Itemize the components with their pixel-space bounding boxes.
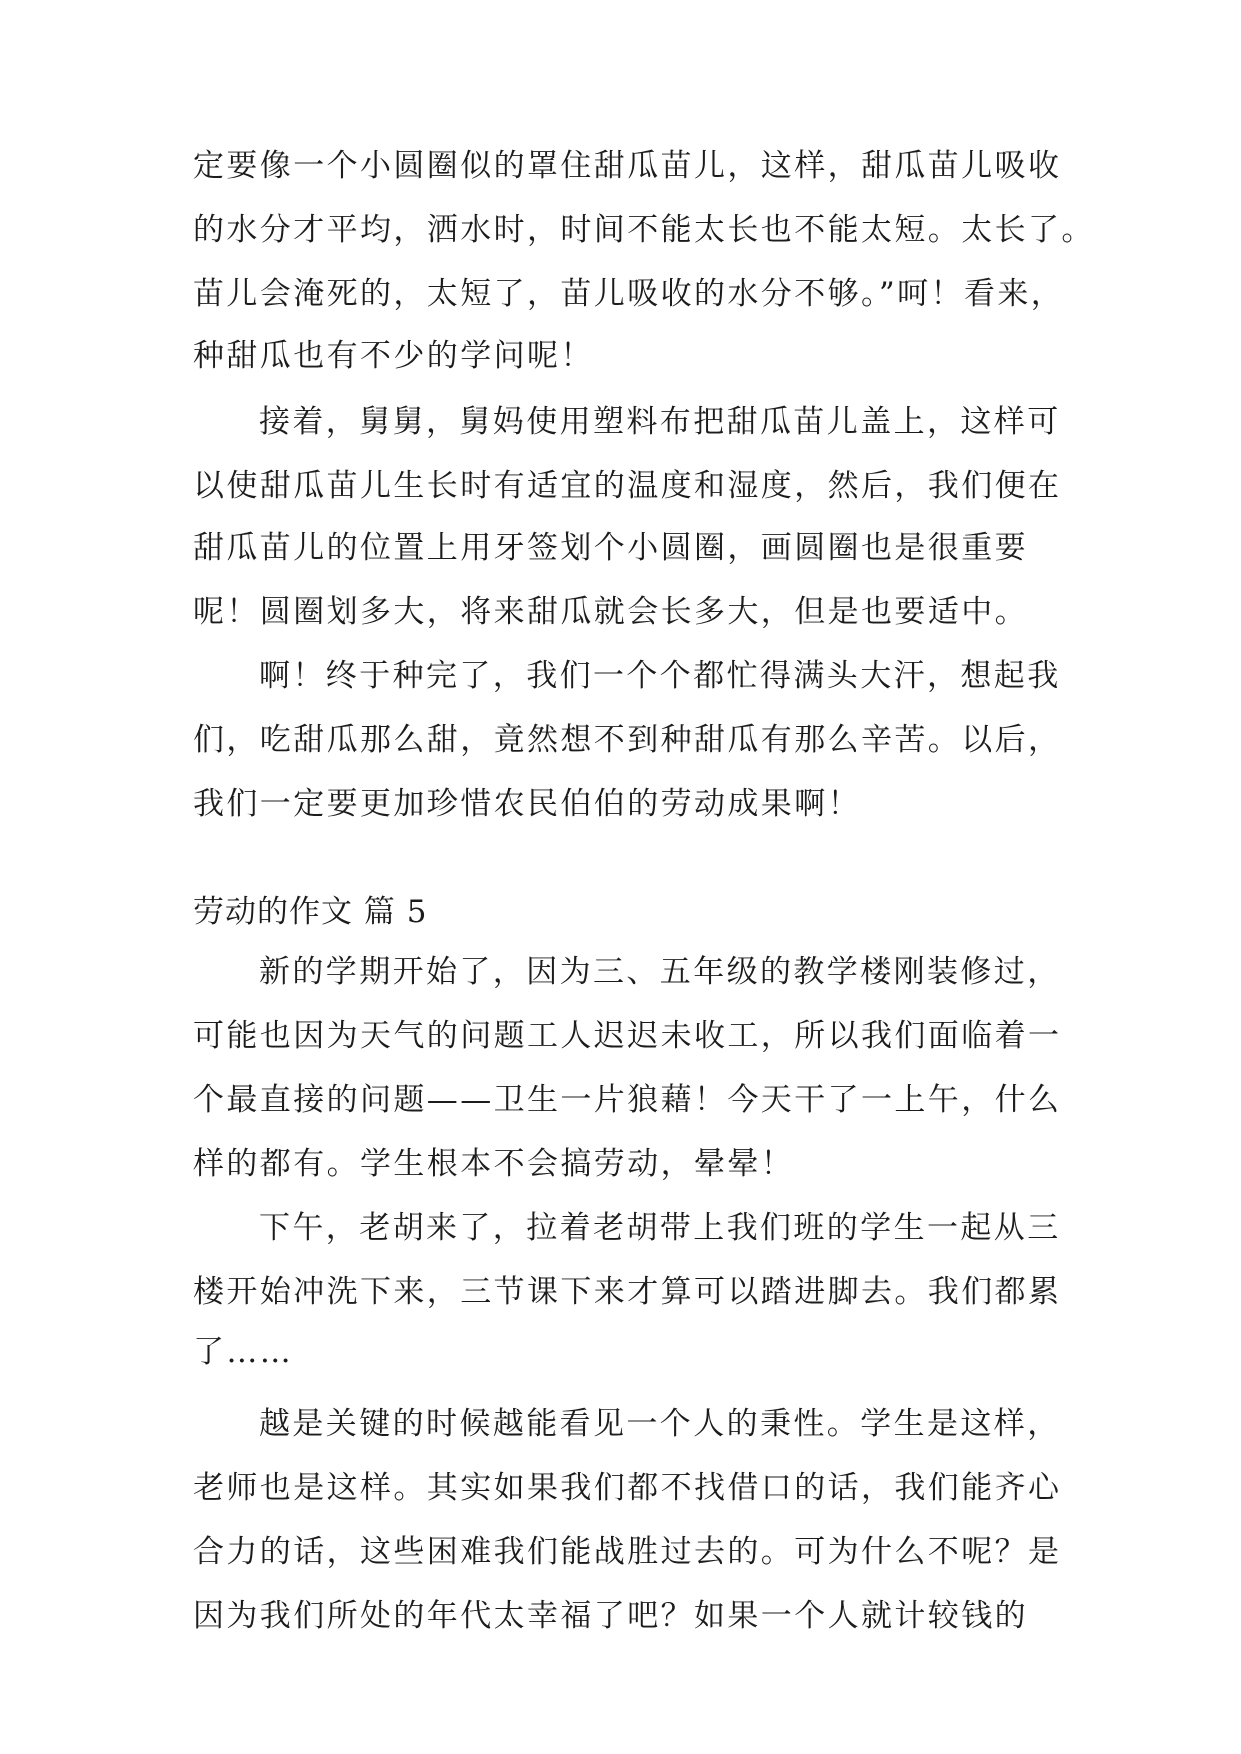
body-text-line: 们，吃甜瓜那么甜，竟然想不到种甜瓜有那么辛苦。以后，: [193, 722, 1062, 758]
body-text-line: 样的都有。学生根本不会搞劳动，晕晕！: [193, 1146, 795, 1182]
section-heading: 劳动的作文 篇 5: [193, 894, 428, 930]
body-text-line: 定要像一个小圆圈似的罩住甜瓜苗儿，这样，甜瓜苗儿吸收: [193, 148, 1062, 184]
body-text-line: 了……: [193, 1334, 294, 1370]
body-text-line: 种甜瓜也有不少的学问呢！: [193, 338, 594, 374]
body-text-line: 我们一定要更加珍惜农民伯伯的劳动成果啊！: [193, 786, 861, 822]
body-text-line: 以使甜瓜苗儿生长时有适宜的温度和湿度，然后，我们便在: [193, 468, 1062, 504]
body-text-line: 甜瓜苗儿的位置上用牙签划个小圆圈，画圆圈也是很重要: [193, 530, 1028, 566]
paragraph-first-line: 越是关键的时候越能看见一个人的秉性。学生是这样，: [259, 1406, 1061, 1442]
body-text-line: 的水分才平均，洒水时，时间不能太长也不能太短。太长了。: [193, 212, 1095, 248]
body-text-line: 苗儿会淹死的，太短了，苗儿吸收的水分不够。”呵！看来，: [193, 276, 1065, 312]
body-text-line: 老师也是这样。其实如果我们都不找借口的话，我们能齐心: [193, 1470, 1062, 1506]
body-text-line: 呢！圆圈划多大，将来甜瓜就会长多大，但是也要适中。: [193, 594, 1028, 630]
body-text-line: 因为我们所处的年代太幸福了吧？如果一个人就计较钱的: [193, 1598, 1028, 1634]
body-text-line: 个最直接的问题——卫生一片狼藉！今天干了一上午，什么: [193, 1082, 1062, 1118]
paragraph-first-line: 啊！终于种完了，我们一个个都忙得满头大汗，想起我: [259, 658, 1061, 694]
body-text-line: 可能也因为天气的问题工人迟迟未收工，所以我们面临着一: [193, 1018, 1062, 1054]
paragraph-first-line: 新的学期开始了，因为三、五年级的教学楼刚装修过，: [259, 954, 1061, 990]
body-text-line: 合力的话，这些困难我们能战胜过去的。可为什么不呢？是: [193, 1534, 1062, 1570]
paragraph-first-line: 下午，老胡来了，拉着老胡带上我们班的学生一起从三: [259, 1210, 1061, 1246]
paragraph-first-line: 接着，舅舅，舅妈使用塑料布把甜瓜苗儿盖上，这样可: [259, 404, 1061, 440]
body-text-line: 楼开始冲洗下来，三节课下来才算可以踏进脚去。我们都累: [193, 1274, 1062, 1310]
